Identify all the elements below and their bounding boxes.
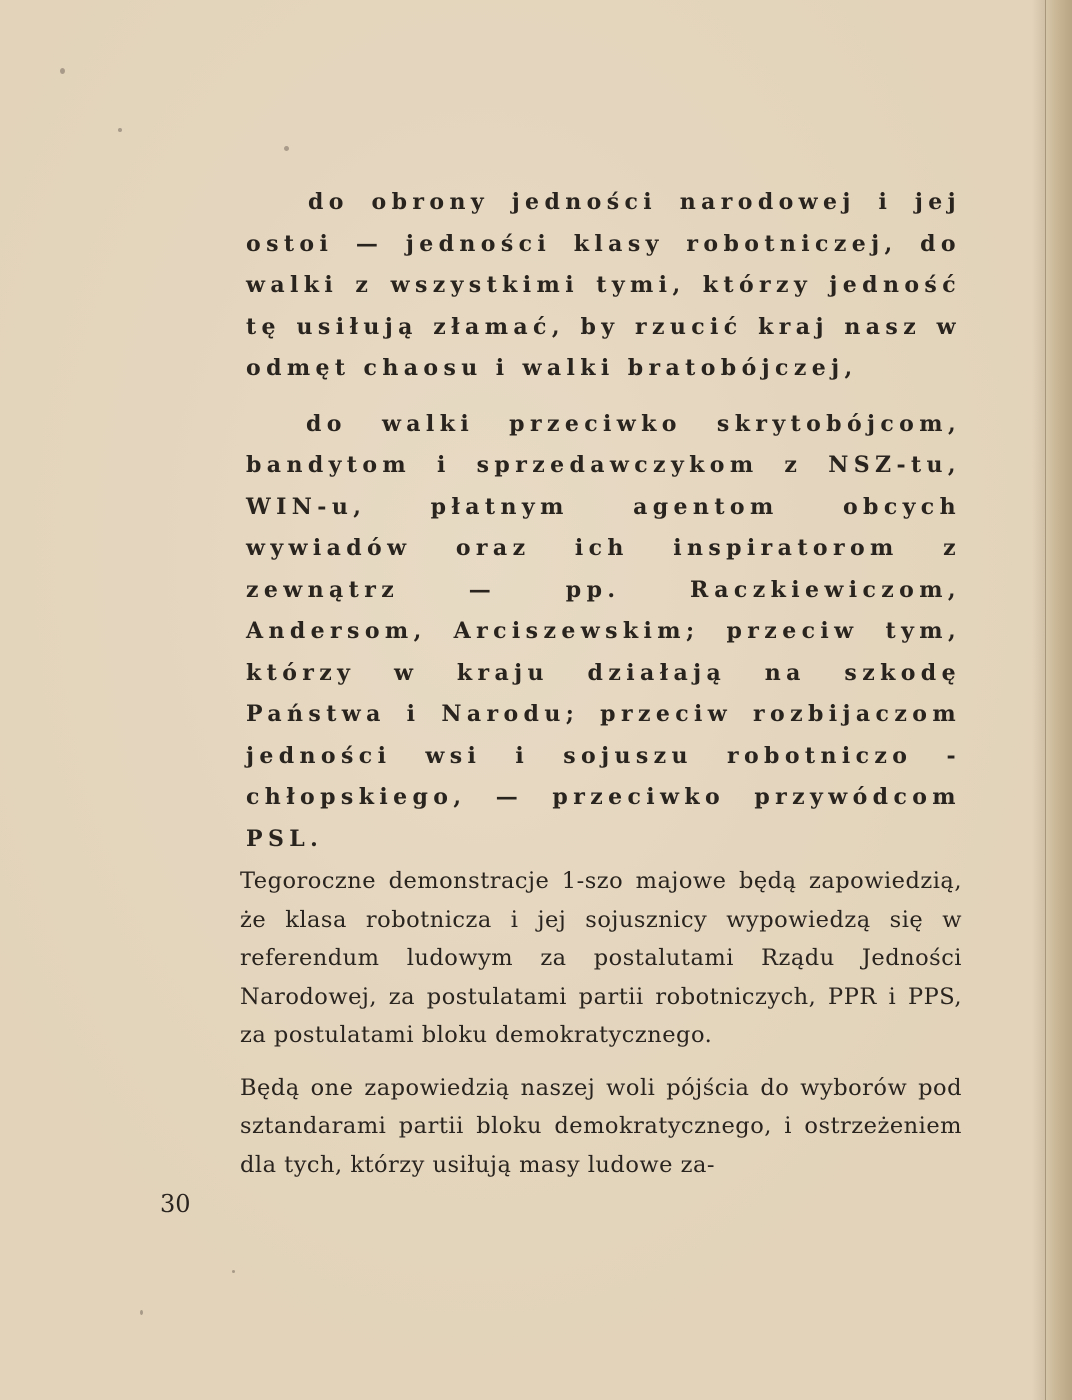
paragraph-spaced: do walki przeciwko skrytobójcom, bandytom i sprzedawczykom z NSZ-tu, WIN-u, płatnym agentom obcych wywiadów oraz ich inspiratorom z zewnątrz — pp. Raczkiewiczom, Andersom, Arciszewskim; przeciw tym, którzy w kraju działają na szkodę Państwa i Narodu; przeciw rozbijaczom jedności wsi i sojuszu robotniczo - chłopskiego, — przeciwko przywódcom PSL.	[246, 410, 961, 852]
paragraph-spaced: do obrony jedności narodowej i jej ostoi — jedności klasy robotniczej, do walki z wszystkimi tymi, którzy jedność tę usiłują złamać, by rzucić kraj nasz w odmęt chaosu i walki bratobójczej,	[246, 189, 961, 381]
paragraph: Tegoroczne demonstracje 1-szo majowe będą zapowiedzią, że klasa robotnicza i jej sojusznicy wypowiedzą się w referendum ludowym za postalutami Rządu Jedności Narodowej, za postulatami partii robotniczych, PPR i PPS, za postulatami bloku demokratycznego.	[240, 868, 962, 1048]
page-binding-shadow	[1032, 0, 1046, 1400]
paper-speck	[232, 1270, 235, 1273]
paper-speck	[284, 146, 289, 151]
paper-speck	[118, 128, 122, 132]
spaced-text-block	[246, 182, 961, 860]
page-stack-edge	[1045, 0, 1072, 1400]
normal-text-block	[240, 862, 962, 1184]
paragraph: Będą one zapowiedzią naszej woli pójścia do wyborów pod sztandarami partii bloku demokratycznego, i ostrzeżeniem dla tych, którzy usiłują masy ludowe za-	[240, 1074, 962, 1178]
paper-speck	[60, 68, 65, 74]
page-number: 30	[160, 1190, 191, 1218]
paper-speck	[140, 1310, 143, 1315]
